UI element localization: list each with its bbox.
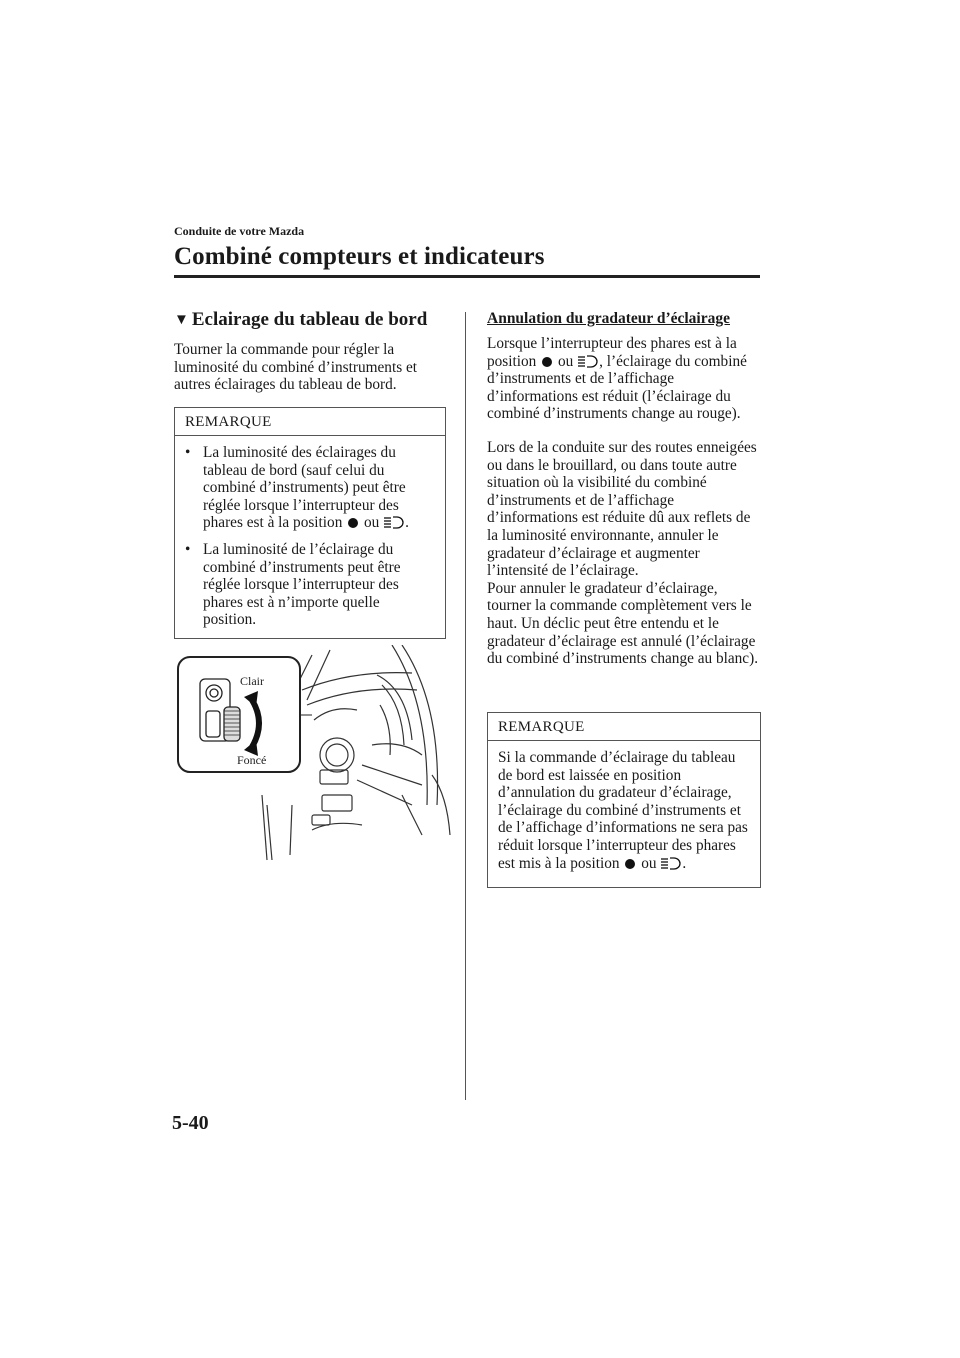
list-item <box>185 444 435 532</box>
para-text: Lorsque l’interrupteur des phares est à la position <box>487 335 737 370</box>
column-divider <box>465 312 466 1100</box>
or-text: ou <box>557 352 574 370</box>
or-text: ou <box>641 854 657 872</box>
headlight-on-icon <box>542 357 552 367</box>
subheading-dimmer-cancel: Annulation du gradateur d’éclairage <box>487 310 730 327</box>
bullet-text: La luminosité de l’éclairage du combiné d’instruments peut être réglée lorsque l’interrupteur des phares est à n’importe quelle position. <box>203 540 401 629</box>
note-text: Si la commande d’éclairage du tableau de bord est laissée en position d’annulation du gradateur d’éclairage, l’éclairage du combiné d’instruments et de l’affichage d’informations ne sera pas réduit lorsque l’interrupteur des phares est mis à la position <box>498 749 748 872</box>
para-text: Pour annuler le gradateur d’éclairage, tourner la commande complètement vers le haut. Un déclic peut être entendu et le gradateur d’éclairage est annulé (l’éclairage du combiné d’instruments change au blanc). <box>487 579 759 668</box>
bullet-end: . <box>405 514 409 532</box>
headlight-on-icon <box>348 518 358 528</box>
para-text: , l’éclairage du combiné d’instruments et de l’affichage d’informations est réduit (l’éclairage du combiné d’instruments change au rouge). <box>487 352 747 423</box>
para-text: Lors de la conduite sur des routes enneigées ou dans le brouillard, ou dans toute autre situation où la visibilité du combiné d’instruments et de l’affichage d’informations est réduite dû aux reflets de la luminosité environnante, annuler le gradateur d’éclairage et augmenter l’intensité de l’éclairage. <box>487 439 757 580</box>
section-title: Combiné compteurs et indicateurs <box>174 243 545 270</box>
subheading-text: Eclairage du tableau de bord <box>191 309 428 330</box>
bullet-text: La luminosité des éclairages du tableau de bord (sauf celui du combiné d’instruments) peut être réglée lorsque l’interrupteur des phares est à la position <box>203 444 406 532</box>
label-dark: Foncé <box>237 753 267 767</box>
parking-light-icon <box>577 355 599 368</box>
list-item <box>185 541 435 629</box>
headlight-on-icon <box>625 859 635 869</box>
parking-light-icon <box>660 857 682 870</box>
note-box-right <box>487 712 761 888</box>
intro-paragraph: Tourner la commande pour régler la luminosité du combiné d’instruments et autres éclairages du tableau de bord. <box>174 341 418 394</box>
bullet-icon: • <box>185 444 191 461</box>
page-number: 5-40 <box>172 1112 209 1134</box>
note-end: . <box>682 854 687 872</box>
note-title: REMARQUE <box>488 713 760 741</box>
dimmer-dial-illustration <box>172 645 452 860</box>
note-title: REMARQUE <box>175 408 445 436</box>
note-box-left <box>174 407 446 639</box>
triangle-down-icon: ▼ <box>174 311 189 328</box>
paragraph-dimmer-active <box>487 335 762 423</box>
chapter-title: Conduite de votre Mazda <box>174 224 305 238</box>
bullet-icon: • <box>185 540 191 558</box>
header-rule <box>174 275 760 278</box>
subheading-dashboard-lighting <box>174 309 427 331</box>
or-text: ou <box>364 514 380 532</box>
paragraph-cancel <box>487 439 762 668</box>
label-bright: Clair <box>240 674 264 688</box>
parking-light-icon <box>383 516 405 529</box>
